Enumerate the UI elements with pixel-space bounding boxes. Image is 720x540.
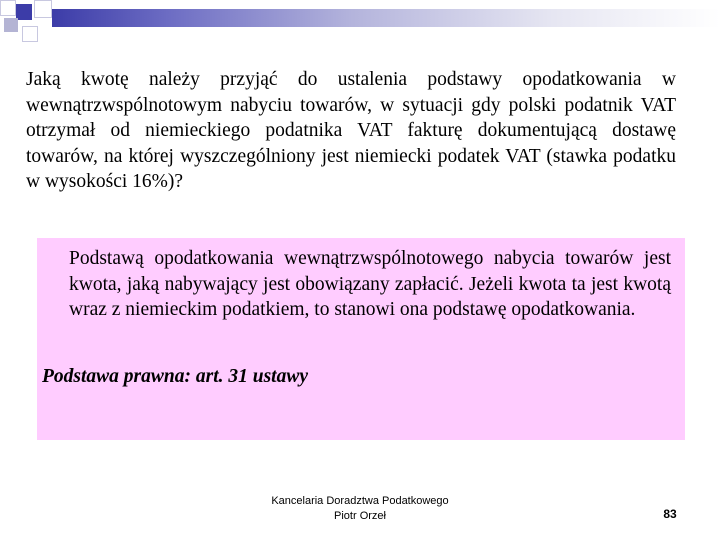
answer-text: Podstawą opodatkowania wewnątrzwspólnotowego nabycia towarów jest kwota, jaką nabywający jest obowiązany zapłacić. Jeżeli kwota ta jest kwotą wraz z niemieckim podatkiem, to stanowi ona podstawę opodatkowania. [69,248,671,320]
corner-square-blue [16,4,32,20]
header-gradient-bar [52,9,720,27]
page-number: 83 [663,507,677,521]
question-text: Jaką kwotę należy przyjąć do ustalenia podstawy opodatkowania w wewnątrzwspólnotowym nabyciu towarów, w sytuacji gdy polski podatnik VAT otrzymał od niemieckiego podatnika VAT fakturę dokumentującą dostawę towarów, na której wyszczególniony jest niemiecki podatek VAT (stawka podatku w wysokości 16%)? [26,69,676,192]
answer-box [37,238,685,440]
footer [210,494,510,524]
corner-square-gray [4,18,18,32]
footer-author: Piotr Orzeł [334,510,386,522]
corner-square-white-3 [22,26,38,42]
legal-basis: Podstawa prawna: art. 31 ustawy [42,366,309,387]
corner-square-white [0,0,16,16]
corner-square-white-2 [34,0,52,18]
footer-company: Kancelaria Doradztwa Podatkowego [271,495,449,507]
